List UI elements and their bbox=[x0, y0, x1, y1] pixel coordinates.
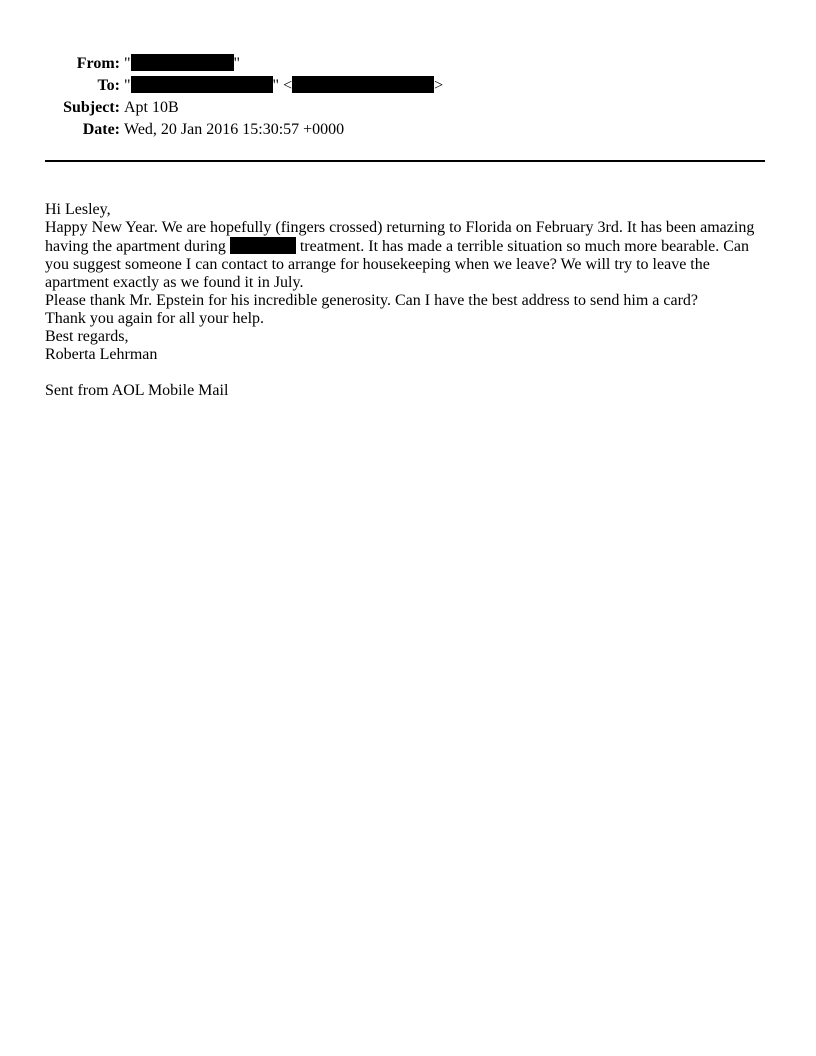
date-label: Date: bbox=[82, 121, 120, 138]
greeting: Hi Lesley, bbox=[45, 201, 111, 218]
redaction-box bbox=[131, 76, 273, 93]
paragraph-1-part-1: Happy New Year. We are hopefully (fingers crossed) returning to Florida on February 3rd. It has been amazing having the apartment during bbox=[45, 219, 755, 255]
closing: Best regards, bbox=[45, 328, 129, 345]
to-open-quote: " bbox=[124, 77, 131, 94]
to-value bbox=[124, 75, 443, 97]
to-close: > bbox=[434, 77, 444, 94]
mail-footer: Sent from AOL Mobile Mail bbox=[45, 382, 229, 399]
from-close-quote: " bbox=[233, 55, 241, 72]
to-mid: " < bbox=[272, 77, 293, 94]
date-value: Wed, 20 Jan 2016 15:30:57 +0000 bbox=[124, 121, 345, 138]
redaction-box bbox=[131, 54, 234, 71]
signature: Roberta Lehrman bbox=[45, 346, 158, 363]
date-row bbox=[0, 119, 816, 141]
redaction-box bbox=[230, 237, 296, 254]
header-divider bbox=[45, 160, 765, 162]
to-row bbox=[0, 75, 816, 97]
from-label: From: bbox=[76, 55, 120, 72]
paragraph-3: Thank you again for all your help. bbox=[45, 310, 265, 327]
paragraph-1 bbox=[45, 219, 767, 292]
redaction-box bbox=[292, 76, 434, 93]
from-open-quote: " bbox=[124, 55, 131, 72]
paragraph-1-part-2: treatment. It has made a terrible situation so much more bearable. Can you suggest someone I can contact to arrange for housekeeping when we leave? We will try to leave the apartment exactly as we found it in July. bbox=[45, 238, 750, 291]
from-row bbox=[0, 53, 816, 75]
subject-label: Subject: bbox=[63, 99, 120, 116]
email-body bbox=[45, 201, 767, 400]
spacer bbox=[45, 364, 767, 382]
to-label: To: bbox=[97, 77, 120, 94]
paragraph-2: Please thank Mr. Epstein for his incredible generosity. Can I have the best address to send him a card? bbox=[45, 292, 698, 309]
subject-row bbox=[0, 97, 816, 119]
from-value bbox=[124, 53, 240, 75]
subject-value: Apt 10B bbox=[124, 99, 179, 116]
email-header bbox=[0, 53, 816, 141]
